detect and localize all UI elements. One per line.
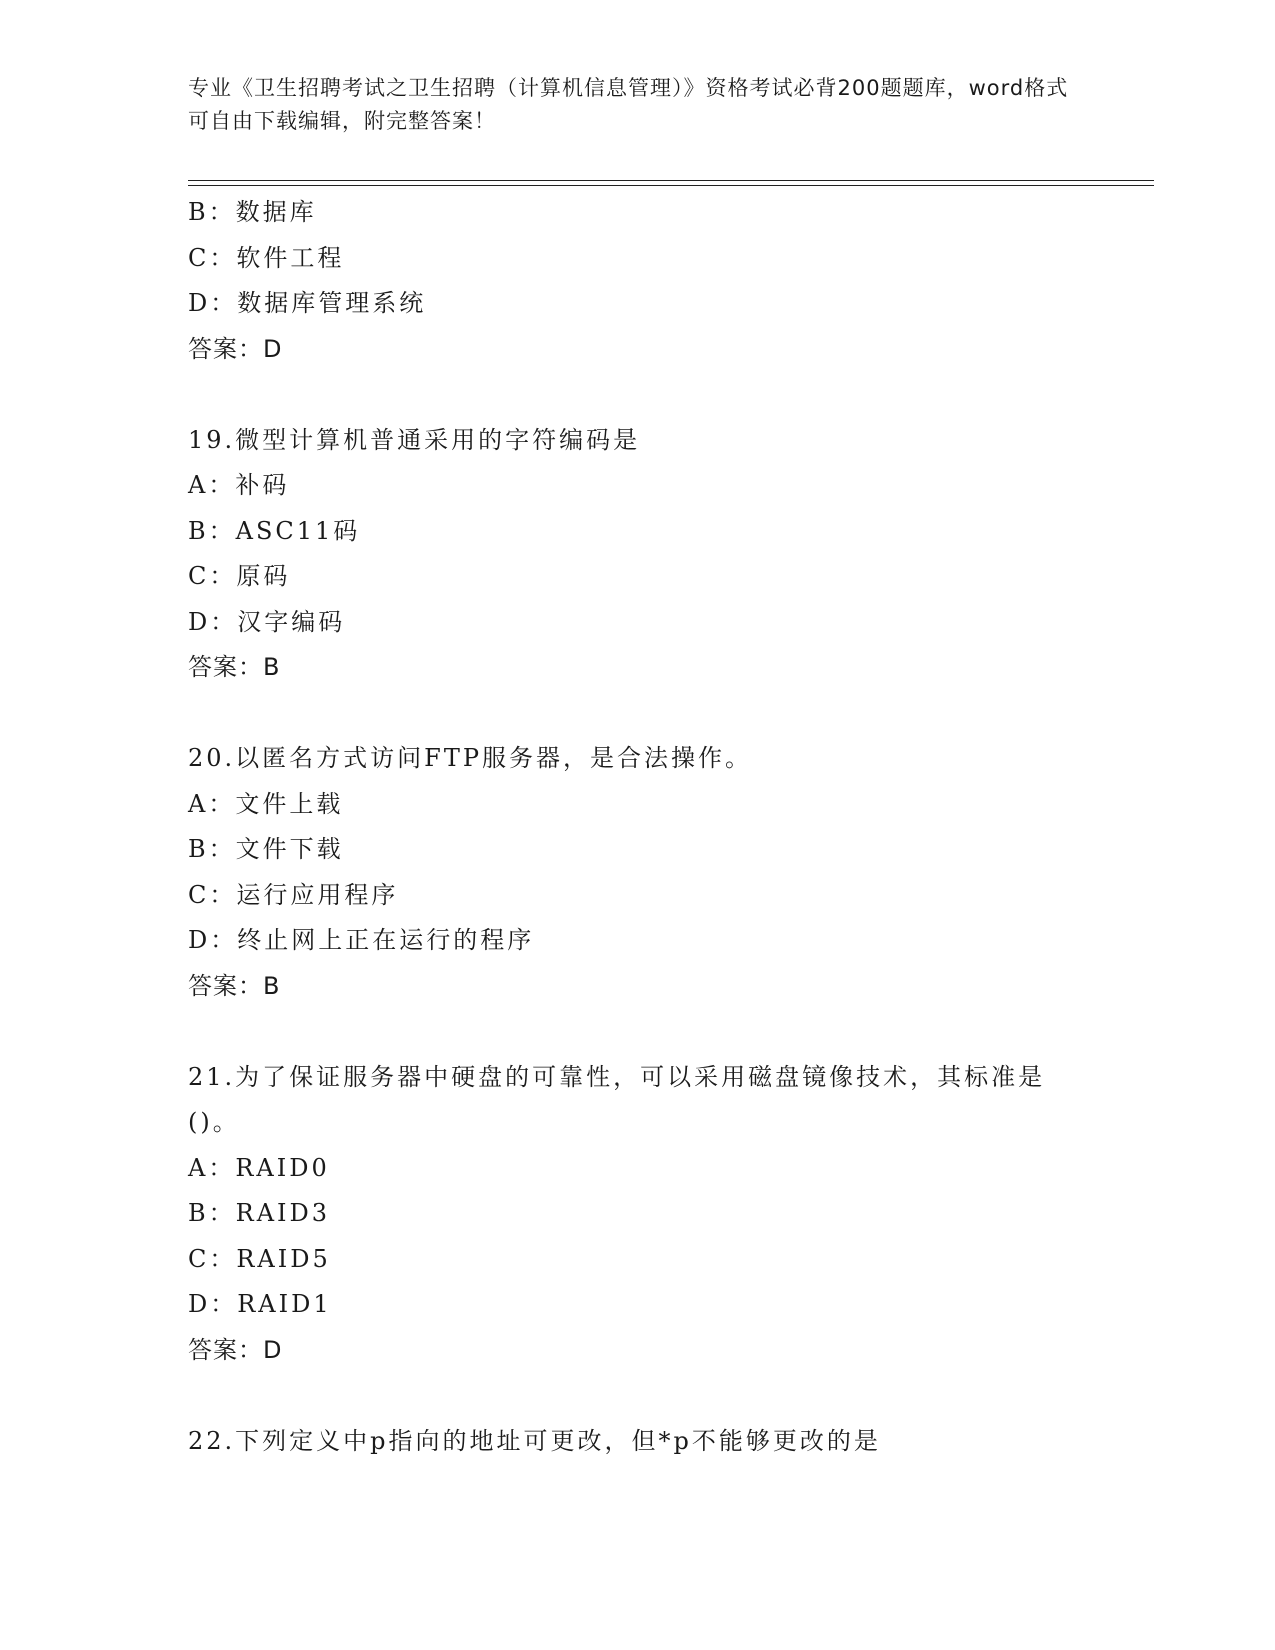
question-19	[188, 418, 1088, 691]
option-d: D：终止网上正在运行的程序	[188, 926, 535, 954]
option-a: A：文件上载	[188, 789, 344, 818]
question-22	[188, 1419, 1088, 1465]
answer-line: 答案：B	[188, 971, 281, 1000]
option-b: B：ASC11码	[188, 516, 361, 545]
option-c: C：原码	[188, 562, 291, 590]
question-text: 19.微型计算机普通采用的字符编码是	[188, 425, 641, 454]
header-divider-bottom	[188, 185, 1154, 186]
option-a: A：补码	[188, 471, 290, 499]
option-b: B：数据库	[188, 198, 317, 226]
option-d: D：RAID1	[188, 1290, 332, 1318]
option-c: C：RAID5	[188, 1244, 331, 1273]
question-text: 22.下列定义中p指向的地址可更改，但*p不能够更改的是	[188, 1426, 881, 1455]
option-d: D：数据库管理系统	[188, 289, 427, 317]
option-c: C：运行应用程序	[188, 880, 399, 909]
option-c: C：软件工程	[188, 243, 345, 272]
question-18-continued	[188, 190, 1088, 372]
answer-line: 答案：B	[188, 653, 281, 681]
option-d: D：汉字编码	[188, 607, 346, 636]
answer-line: 答案：D	[188, 334, 283, 363]
document-header: 专业《卫生招聘考试之卫生招聘（计算机信息管理）》资格考试必背200题题库，word格式可自由下载编辑，附完整答案！	[188, 76, 1069, 133]
question-21	[188, 1055, 1088, 1374]
document-body	[188, 190, 1088, 1464]
option-b: B：文件下载	[188, 835, 344, 863]
question-20	[188, 736, 1088, 1009]
option-a: A：RAID0	[188, 1153, 330, 1182]
question-text: 20.以匿名方式访问FTP服务器，是合法操作。	[188, 744, 752, 772]
header-divider-top	[188, 180, 1154, 181]
answer-line: 答案：D	[188, 1335, 283, 1364]
question-text: 21.为了保证服务器中硬盘的可靠性，可以采用磁盘镜像技术，其标准是()。	[188, 1062, 1046, 1136]
option-b: B：RAID3	[188, 1199, 331, 1227]
